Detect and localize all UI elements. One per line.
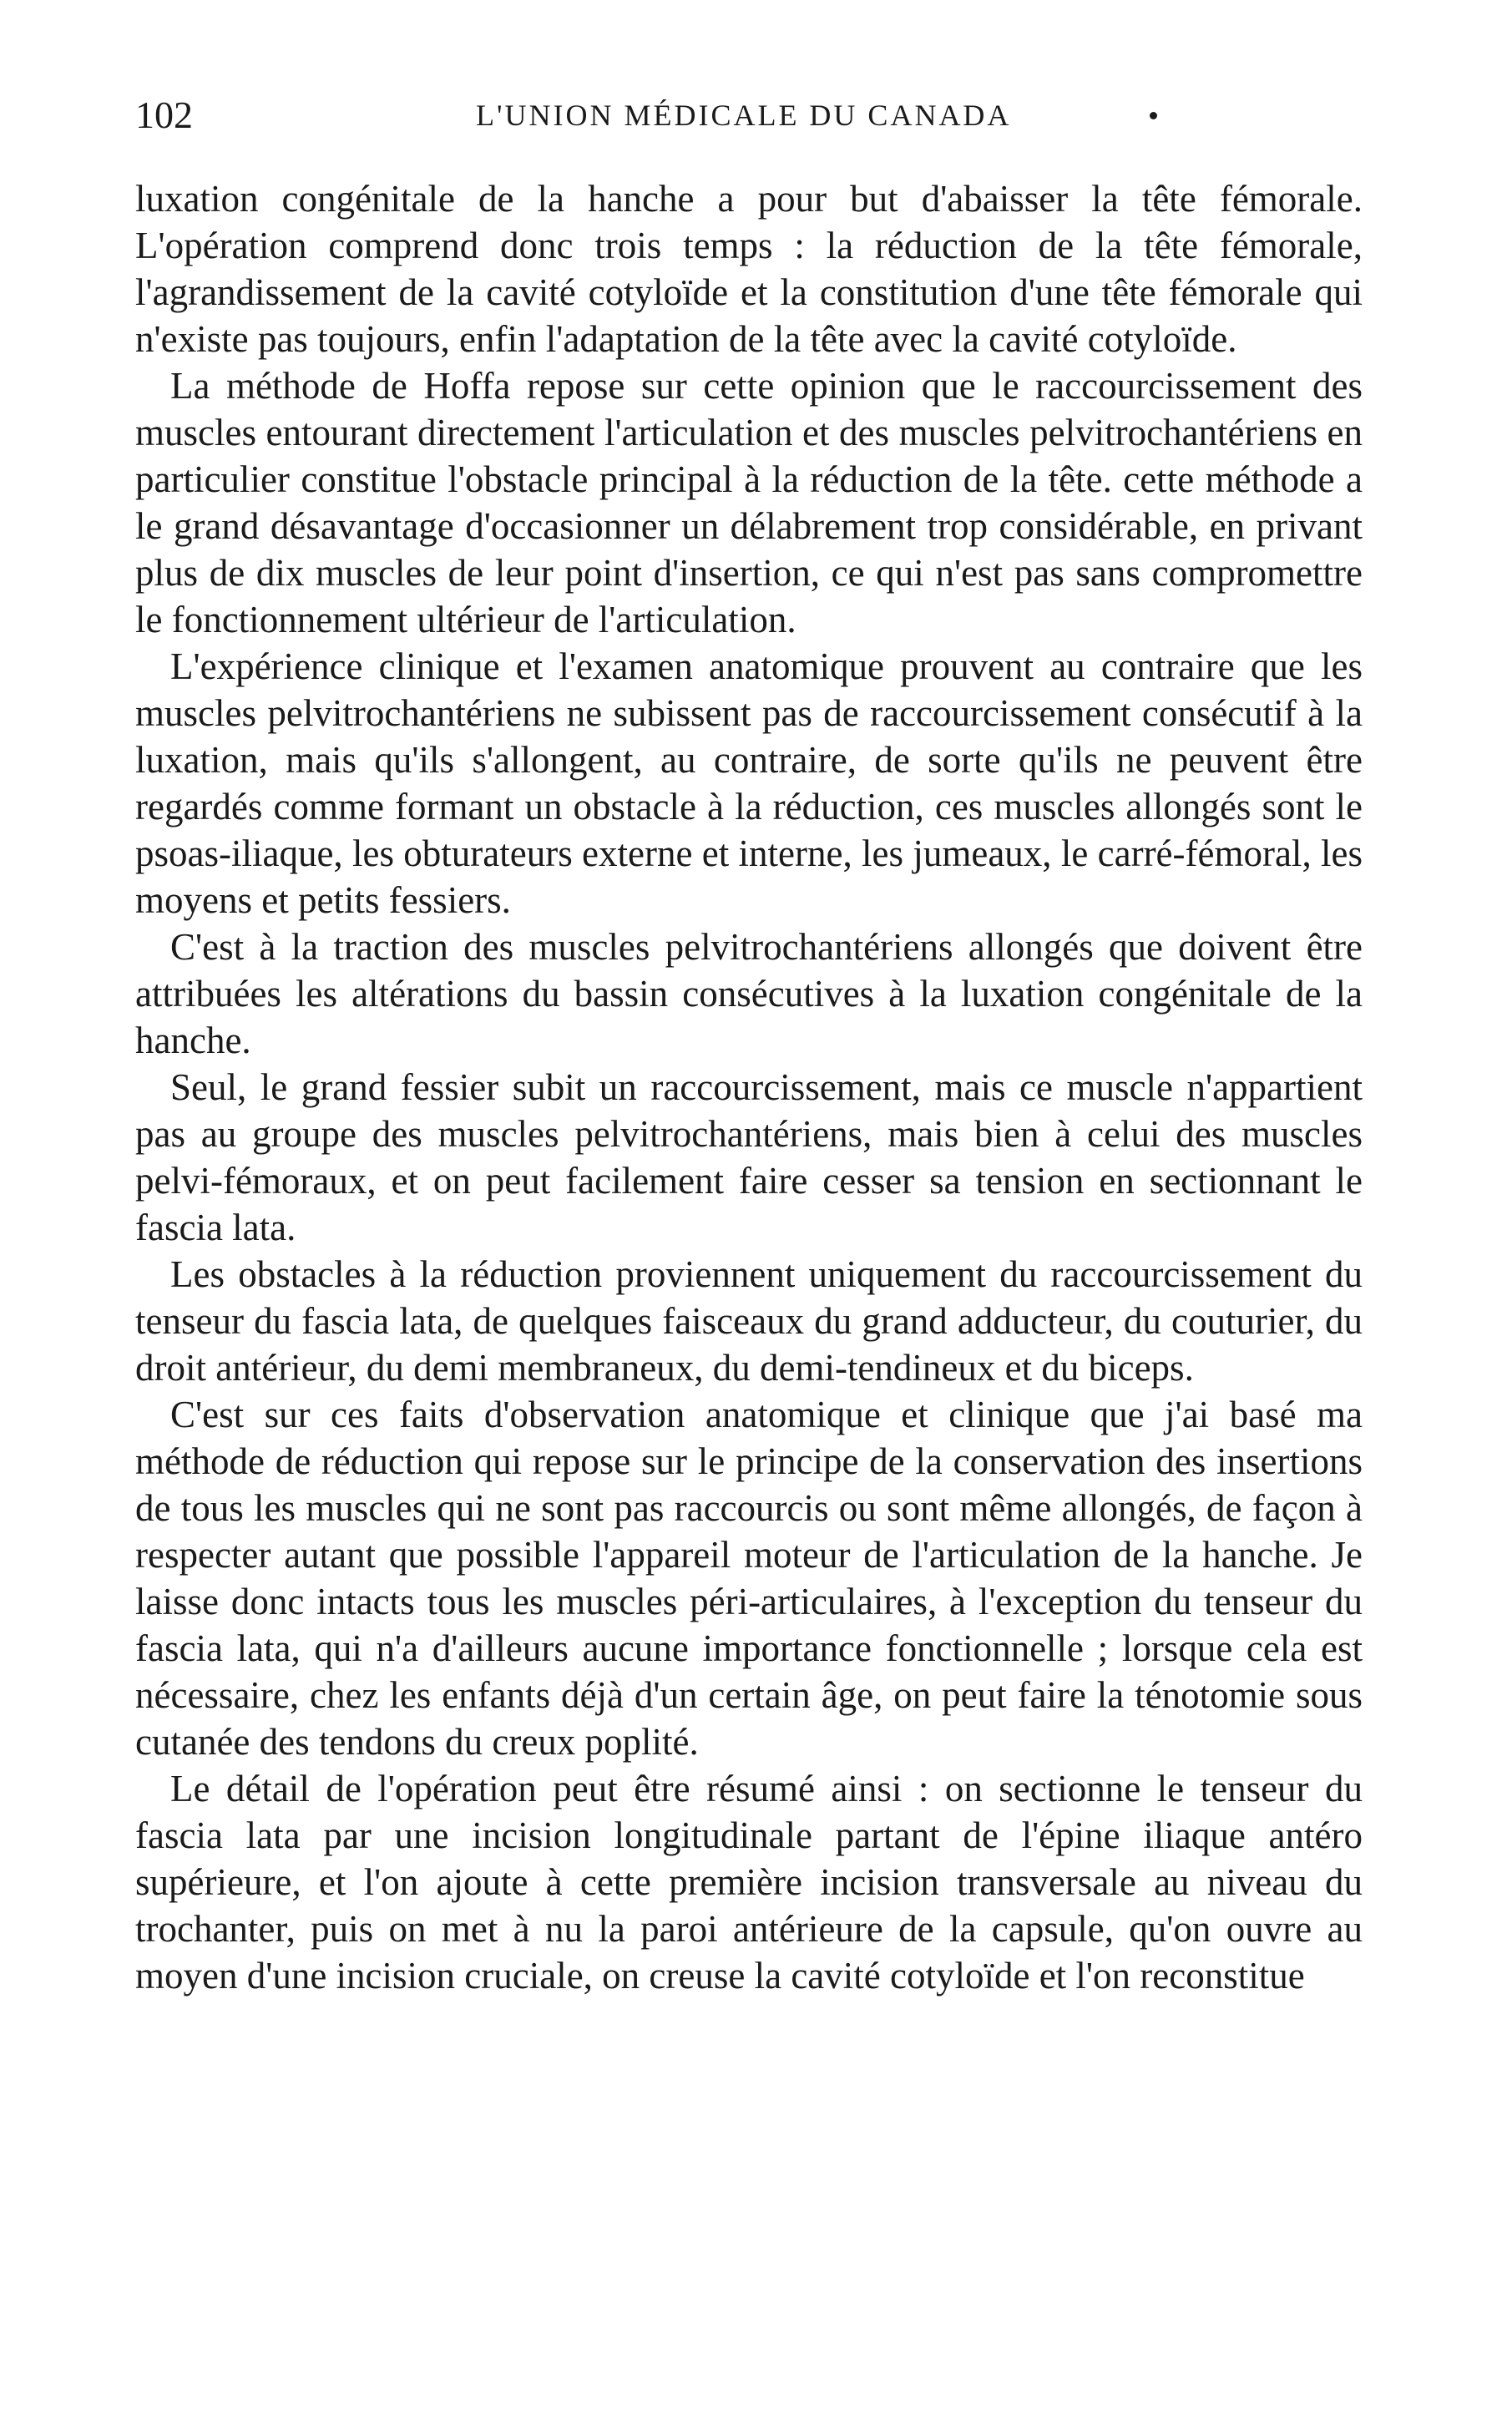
journal-title: L'UNION MÉDICALE DU CANADA: [476, 99, 1012, 132]
paragraph-7: C'est sur ces faits d'observation anatomique et clinique que j'ai basé ma méthode de réduction qui repose sur le principe de la conservation des insertions de tous les muscles qui ne sont pas raccourcis ou sont même allongés, de façon à respecter autant que possible l'appareil moteur de l'articulation de la hanche. Je laisse donc intacts tous les muscles péri-articulaires, à l'exception du tenseur du fascia lata, qui n'a d'ailleurs aucune importance fonctionnelle ; lorsque cela est nécessaire, chez les enfants déjà d'un certain âge, on peut faire la ténotomie sous cutanée des tendons du creux poplité.: [135, 1394, 1363, 1763]
paragraph-2: La méthode de Hoffa repose sur cette opinion que le raccourcissement des muscles entourant directement l'articulation et des muscles pelvitrochantériens en particulier constitue l'obstacle principal à la réduction de la tête. cette méthode a le grand désavantage d'occasionner un délabrement trop considérable, en privant plus de dix muscles de leur point d'insertion, ce qui n'est pas sans compromettre le fonctionnement ultérieur de l'articulation.: [135, 365, 1363, 640]
paragraph-8: Le détail de l'opération peut être résumé ainsi : on sectionne le tenseur du fascia lata par une incision longitudinale partant de l'épine iliaque antéro supérieure, et l'on ajoute à cette première incision transversale au niveau du trochanter, puis on met à nu la paroi antérieure de la capsule, qu'on ouvre au moyen d'une incision cruciale, on creuse la cavité cotyloïde et l'on reconstitue: [135, 1768, 1363, 1996]
paragraph-3: L'expérience clinique et l'examen anatomique prouvent au contraire que les muscles pelvitrochantériens ne subissent pas de raccourcissement consécutif à la luxation, mais qu'ils s'allongent, au contraire, de sorte qu'ils ne peuvent être regardés comme formant un obstacle à la réduction, ces muscles allongés sont le psoas-iliaque, les obturateurs externe et interne, les jumeaux, le carré-fémoral, les moyens et petits fessiers.: [135, 645, 1363, 921]
printer-dot: [1150, 112, 1157, 119]
paragraph-4: C'est à la traction des muscles pelvitrochantériens allongés que doivent être attribuées les altérations du bassin consécutives à la luxation congénitale de la hanche.: [135, 926, 1363, 1061]
paragraph-5: Seul, le grand fessier subit un raccourcissement, mais ce muscle n'appartient pas au groupe des muscles pelvitrochantériens, mais bien à celui des muscles pelvi-fémoraux, et on peut facilement faire cesser sa tension en sectionnant le fascia lata.: [135, 1066, 1363, 1248]
paragraph-6: Les obstacles à la réduction proviennent uniquement du raccourcissement du tenseur du fascia lata, de quelques faisceaux du grand adducteur, du couturier, du droit antérieur, du demi membraneux, du demi-tendineux et du biceps.: [135, 1253, 1363, 1389]
paragraph-1: luxation congénitale de la hanche a pour but d'abaisser la tête fémorale. L'opération comprend donc trois temps : la réduction de la tête fémorale, l'agrandissement de la cavité cotyloïde et la constitution d'une tête fémorale qui n'existe pas toujours, enfin l'adaptation de la tête avec la cavité cotyloïde.: [135, 178, 1363, 360]
document-page: [135, 90, 1363, 1999]
body-text: [135, 175, 1363, 1999]
running-header: [135, 90, 1363, 140]
page-number: 102: [135, 94, 193, 136]
